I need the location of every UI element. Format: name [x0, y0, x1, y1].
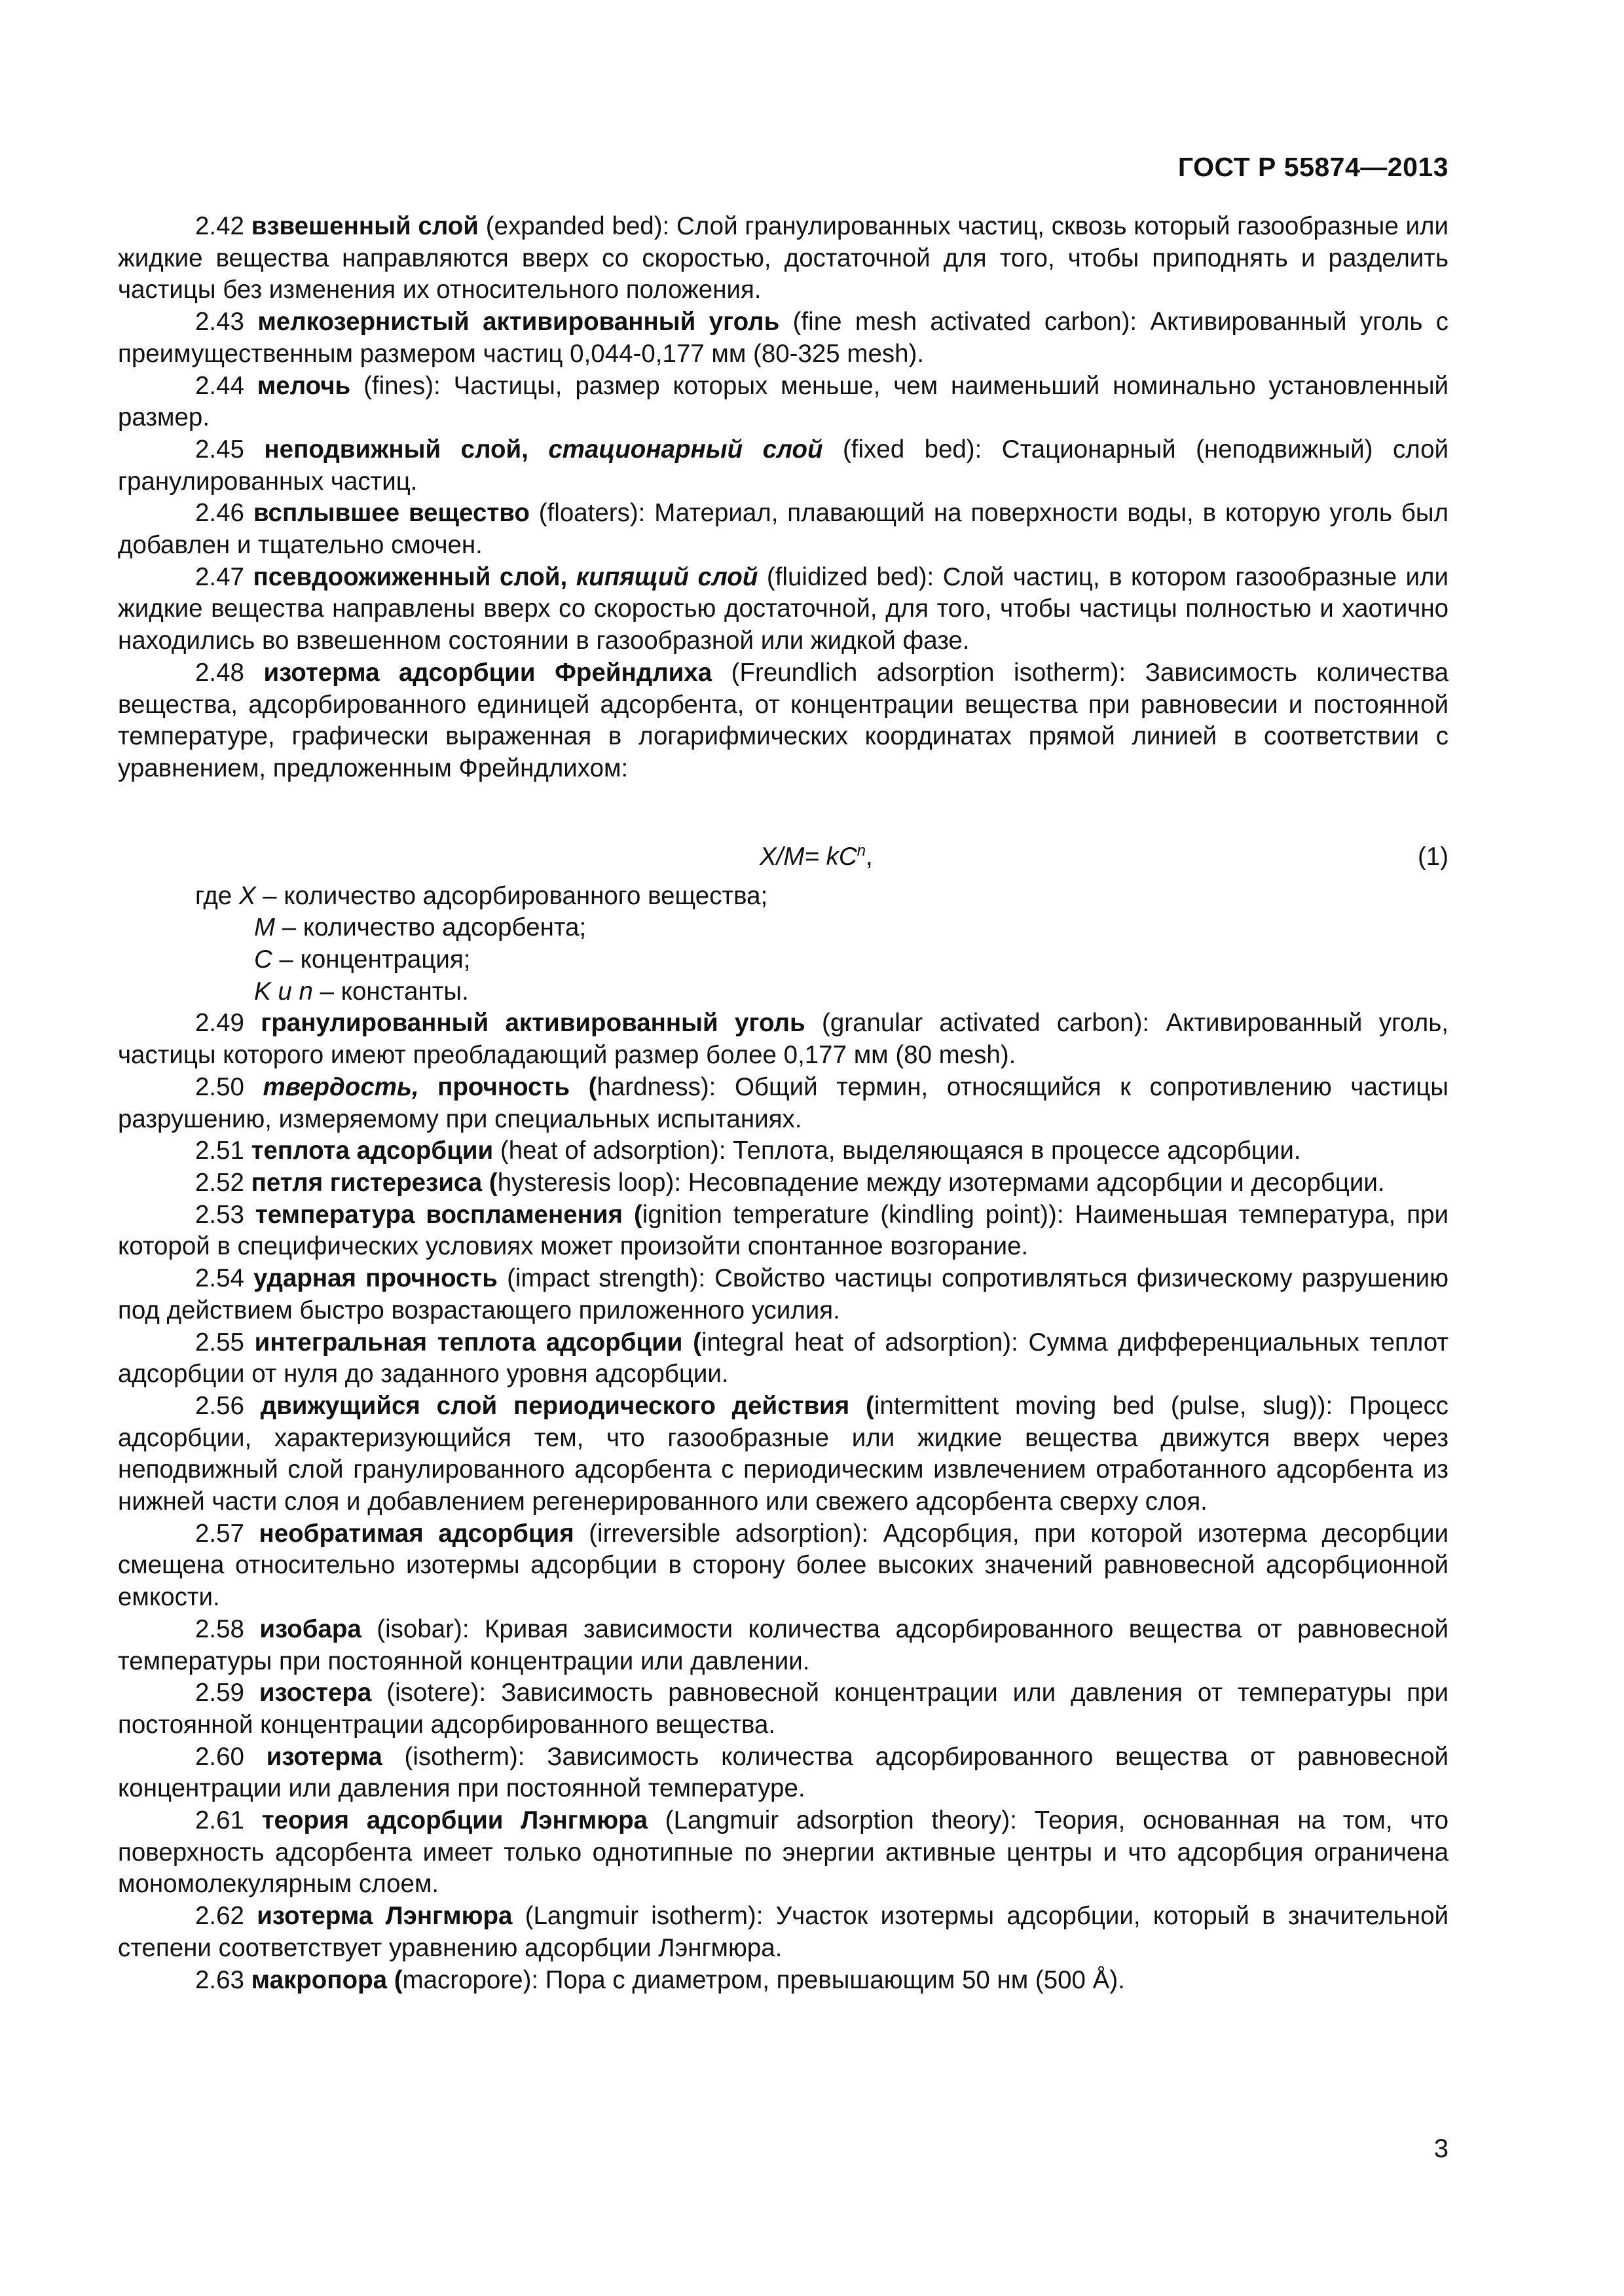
- entry-2-53: 2.53 температура воспламенения (ignition temperature (kindling point)): Наименьшая температура, при которой в специфических условиях может произойти спонтанное возгорание.: [118, 1200, 1449, 1261]
- term: изобара: [259, 1614, 361, 1643]
- term: изотерма: [266, 1742, 382, 1771]
- formula-legend: [118, 881, 1449, 1008]
- entry-2-60: 2.60 изотерма (isotherm): Зависимость количества адсорбированного вещества от равновесной концентрации или давления при постоянной температуре.: [118, 1742, 1449, 1803]
- entry-2-50: 2.50 твердость, прочность (hardness): Общий термин, относящийся к сопротивлению частицы разрушению, измеряемому при специальных испытаниях.: [118, 1072, 1449, 1133]
- legend-line: M – количество адсорбента;: [254, 913, 587, 942]
- term: псевдоожиженный слой,: [253, 562, 568, 591]
- legend-line: где X – количество адсорбированного вещества;: [195, 881, 768, 910]
- entry-2-58: 2.58 изобара (isobar): Кривая зависимости количества адсорбированного вещества от равновесной температуры при постоянной концентрации или давлении.: [118, 1614, 1449, 1675]
- entry-2-52: 2.52 петля гистерезиса (hysteresis loop): Несовпадение между изотермами адсорбции и десорбции.: [195, 1168, 1385, 1197]
- term: теплота адсорбции: [251, 1137, 494, 1165]
- term-synonym: стационарный слой: [528, 435, 823, 464]
- entry-2-45: 2.45 неподвижный слой, стационарный слой (fixed bed): Стационарный (неподвижный) слой гранулированных частиц.: [118, 435, 1449, 496]
- entry-2-46: 2.46 всплывшее вещество (floaters): Материал, плавающий на поверхности воды, в которую уголь был добавлен и тщательно смочен.: [118, 499, 1449, 560]
- legend-line: C – концентрация;: [254, 945, 471, 974]
- entry-2-63: 2.63 макропора (macropore): Пора с диаметром, превышающим 50 нм (500 Å).: [195, 1965, 1125, 1994]
- entry-2-49: 2.49 гранулированный активированный уголь (granular activated carbon): Активированный уголь, частицы которого имеют преобладающий размер более 0,177 мм (80 mesh).: [118, 1009, 1449, 1070]
- entry-2-48: 2.48 изотерма адсорбции Фрейндлиха (Freundlich adsorption isotherm): Зависимость количества вещества, адсорбированного единицей адсорбента, от концентрации вещества при равновесии и постоянной температуре, графически выраженная в логарифмических координатах прямой линией в соответствии с уравнением, предложенным Фрейндлихом:: [118, 658, 1449, 782]
- term: температура воспламенения (: [255, 1200, 642, 1229]
- entry-2-61: 2.61 теория адсорбции Лэнгмюра (Langmuir adsorption theory): Теория, основанная на том, что поверхность адсорбента имеет только однотипные по энергии активные центры и что адсорбция ограничена мономолекулярным слоем.: [118, 1806, 1449, 1899]
- formula-1: [118, 785, 1449, 881]
- term: ударная прочность: [253, 1264, 498, 1293]
- term: мелочь: [257, 371, 351, 400]
- entry-2-59: 2.59 изостера (isotere): Зависимость равновесной концентрации или давления от температуры при постоянной концентрации адсорбированного вещества.: [118, 1679, 1449, 1739]
- term: изостера: [259, 1679, 372, 1707]
- term: мелкозернистый активированный уголь: [257, 308, 780, 337]
- formula-number: (1): [1417, 842, 1449, 871]
- term-synonym: кипящий слой: [567, 562, 758, 591]
- term: всплывшее вещество: [253, 499, 530, 528]
- term: взвешенный слой: [251, 212, 479, 240]
- term-synonym: прочность (: [418, 1072, 597, 1101]
- term: изотерма Лэнгмюра: [257, 1902, 513, 1931]
- document-number: ГОСТ Р 55874—2013: [1177, 152, 1449, 182]
- term: изотерма адсорбции Фрейндлиха: [263, 658, 712, 687]
- term: макропора (: [251, 1965, 403, 1994]
- entry-2-56: 2.56 движущийся слой периодического действия (intermittent moving bed (pulse, slug)): Процесс адсорбции, характеризующийся тем, что газообразные или жидкие вещества движутся вверх через неподвижный слой гранулированного адсорбента с периодическим извлечением отработанного адсорбента из нижней части слоя и добавлением регенерированного или свежего адсорбента сверху слоя.: [118, 1391, 1449, 1516]
- entry-2-44: 2.44 мелочь (fines): Частицы, размер которых меньше, чем наименьший номинально установленный размер.: [118, 371, 1449, 432]
- entry-2-51: 2.51 теплота адсорбции (heat of adsorption): Теплота, выделяющаяся в процессе адсорбции.: [195, 1137, 1301, 1165]
- legend-line: K и n – константы.: [254, 977, 469, 1006]
- entry-2-55: 2.55 интегральная теплота адсорбции (integral heat of adsorption): Сумма дифференциальных теплот адсорбции от нуля до заданного уровня адсорбции.: [118, 1328, 1449, 1389]
- entry-2-47: 2.47 псевдоожиженный слой, кипящий слой (fluidized bed): Слой частиц, в котором газообразные или жидкие вещества направлены вверх со скоростью достаточной, для того, чтобы частицы полностью и хаотично находились во взвешенном состоянии в газообразной или жидкой фазе.: [118, 562, 1449, 655]
- term: гранулированный активированный уголь: [261, 1009, 805, 1038]
- term: интегральная теплота адсорбции (: [254, 1328, 701, 1357]
- entry-2-62: 2.62 изотерма Лэнгмюра (Langmuir isotherm): Участок изотермы адсорбции, который в значительной степени соответствует уравнению адсорбции Лэнгмюра.: [118, 1902, 1449, 1962]
- term: твердость,: [263, 1072, 419, 1101]
- formula-expression: $X/M= kC^n$,: [760, 841, 873, 871]
- entry-2-42: 2.42 взвешенный слой (expanded bed): Слой гранулированных частиц, сквозь который газообразные или жидкие вещества направляются вверх со скоростью, достаточной для того, чтобы приподнять и разделить частицы без изменения их относительного положения.: [118, 212, 1449, 304]
- entry-2-43: 2.43 мелкозернистый активированный уголь (fine mesh activated carbon): Активированный уголь с преимущественным размером частиц 0,044-0,177 мм (80-325 mesh).: [118, 308, 1449, 368]
- entry-2-57: 2.57 необратимая адсорбция (irreversible adsorption): Адсорбция, при которой изотерма десорбции смещена относительно изотермы адсорбции в сторону более высоких значений равновесной адсорбционной емкости.: [118, 1519, 1449, 1612]
- term: движущийся слой периодического действия (: [260, 1391, 874, 1420]
- entry-2-54: 2.54 ударная прочность (impact strength): Свойство частицы сопротивляться физическому разрушению под действием быстро возрастающего приложенного усилия.: [118, 1264, 1449, 1324]
- term: теория адсорбции Лэнгмюра: [261, 1806, 648, 1835]
- term: неподвижный слой,: [264, 435, 528, 464]
- page-number: 3: [1433, 2134, 1449, 2163]
- term: необратимая адсорбция: [259, 1519, 574, 1548]
- term: петля гистерезиса (: [251, 1168, 498, 1197]
- document-body: [118, 211, 1449, 1996]
